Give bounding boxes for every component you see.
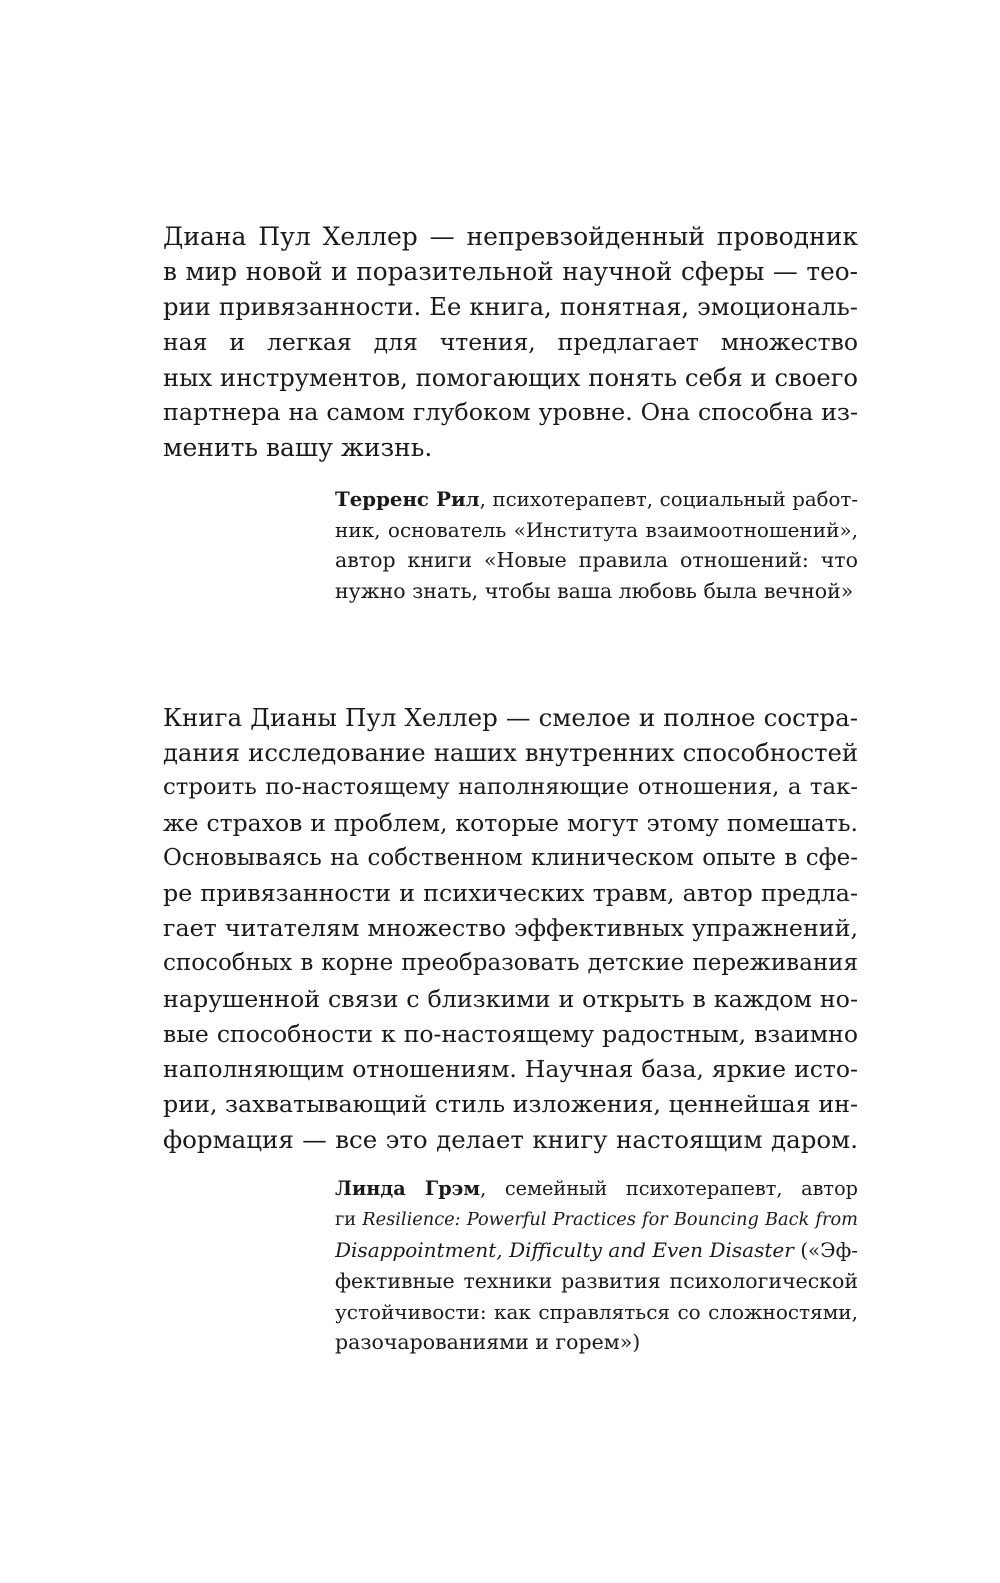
- quote-1-line: Диана Пул Хеллер — непревзойденный проводник: [163, 222, 858, 251]
- quote-1-line: ная и легкая для чтения, предлагает множество: [163, 327, 858, 356]
- quote-1-line: менить вашу жизнь.: [163, 433, 433, 463]
- attribution-2: [335, 1174, 858, 1358]
- book-title: Disappointment, Difficulty and Even Disaster: [335, 1238, 794, 1263]
- quote-2-line: строить по-настоящему наполняющие отношения, а так-: [163, 774, 858, 801]
- attribution-2-line: фективные техники развития психологической: [335, 1269, 858, 1294]
- attribution-2-line: [335, 1174, 858, 1205]
- attribution-1-line: автор книги «Новые правила отношений: что: [335, 548, 858, 573]
- quote-2-line: Книга Дианы Пул Хеллер — смелое и полное состра-: [163, 703, 858, 732]
- quote-2-line: дания исследование наших внутренних способностей: [163, 738, 858, 768]
- quote-2-line: гает читателям множество эффективных упражнений,: [163, 914, 858, 943]
- quote-2-line: рии, захватывающий стиль изложения, ценнейшая ин-: [163, 1090, 858, 1119]
- book-title: Resilience: Powerful Practices for Bouncing Back from: [362, 1209, 858, 1230]
- quote-1-line: рии привязанности. Ее книга, понятная, эмоциональ-: [163, 292, 858, 322]
- author-name: Терренс Рил: [335, 487, 480, 511]
- quote-2: [163, 700, 858, 1157]
- attribution-2-line: устойчивости: как справляться со сложностями,: [335, 1299, 858, 1324]
- quote-2-line: формация — все это делает книгу настоящим даром.: [163, 1125, 858, 1155]
- attribution-1-line: [335, 484, 858, 515]
- quote-2-line: способных в корне преобразовать детские переживания: [163, 950, 858, 977]
- quote-2-line: ре привязанности и психических травм, автор предла-: [163, 878, 858, 907]
- author-description: , психотерапевт, социальный работ-: [479, 488, 858, 511]
- attribution-2-line: разочарованиями и горем»): [335, 1330, 641, 1355]
- quote-2-line: Основываясь на собственном клиническом опыте в сфе-: [163, 844, 858, 871]
- quote-2-line: наполняющим отношениям. Научная база, яркие исто-: [163, 1054, 858, 1083]
- attribution-1-line: нужно знать, чтобы ваша любовь была вечной»: [335, 579, 854, 604]
- quote-2-line: же страхов и проблем, которые могут этому помешать.: [163, 808, 858, 837]
- quote-2-line: нарушенной связи с близкими и открыть в каждом но-: [163, 984, 858, 1013]
- quote-1-line: ных инструментов, помогающих понять себя и своего: [163, 362, 858, 392]
- attribution-1: [335, 484, 858, 607]
- quote-2-line: вые способности к по-настоящему радостным, взаимно: [163, 1019, 858, 1048]
- author-name: Линда Грэм: [335, 1177, 481, 1200]
- quote-1-line: партнера на самом глубоком уровне. Она способна из-: [163, 397, 858, 426]
- book-prefix: ги: [335, 1209, 363, 1230]
- author-description: , семейный психотерапевт, автор: [480, 1177, 858, 1200]
- attribution-1-line: ник, основатель «Института взаимоотношений»,: [335, 517, 858, 542]
- book-translation-start: («Эф-: [793, 1238, 858, 1263]
- attribution-2-line: [335, 1205, 858, 1236]
- quote-1: [163, 219, 858, 465]
- quote-1-line: в мир новой и поразительной научной сферы — тео-: [163, 257, 858, 287]
- attribution-2-line: [335, 1235, 858, 1266]
